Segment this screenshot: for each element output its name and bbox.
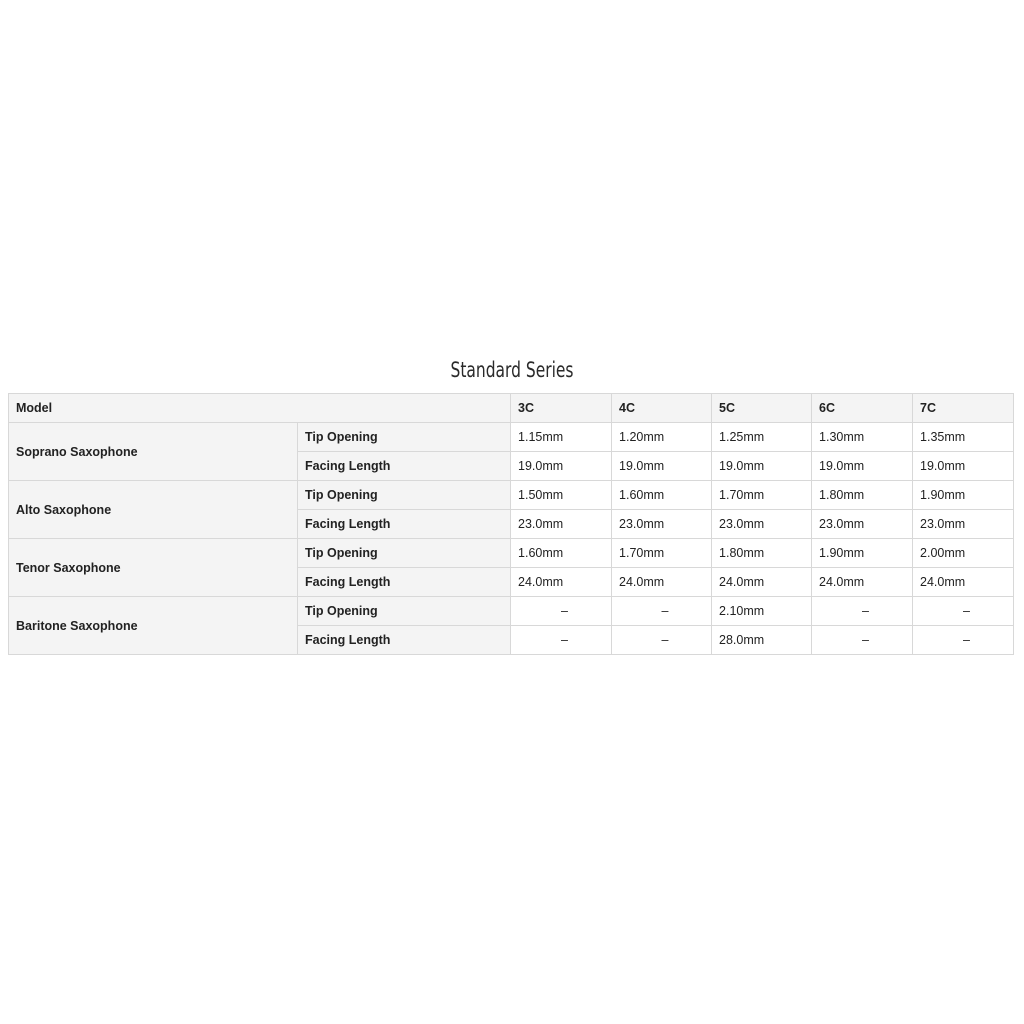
value-cell: 23.0mm <box>612 510 712 539</box>
header-col: 4C <box>612 394 712 423</box>
value-cell: 2.10mm <box>712 597 812 626</box>
value-cell: 23.0mm <box>913 510 1014 539</box>
param-label: Tip Opening <box>298 539 511 568</box>
header-row <box>9 394 1014 423</box>
param-label: Facing Length <box>298 510 511 539</box>
value-cell: 24.0mm <box>712 568 812 597</box>
value-cell: 1.80mm <box>712 539 812 568</box>
value-cell: 1.60mm <box>511 539 612 568</box>
model-name: Baritone Saxophone <box>9 597 298 655</box>
value-cell: 24.0mm <box>511 568 612 597</box>
value-cell: 23.0mm <box>812 510 913 539</box>
value-cell: 24.0mm <box>612 568 712 597</box>
value-cell: – <box>612 597 712 626</box>
model-name: Alto Saxophone <box>9 481 298 539</box>
value-cell: 24.0mm <box>913 568 1014 597</box>
param-label: Facing Length <box>298 568 511 597</box>
value-cell: – <box>511 597 612 626</box>
header-col: 5C <box>712 394 812 423</box>
value-cell: 19.0mm <box>812 452 913 481</box>
value-cell: 1.80mm <box>812 481 913 510</box>
value-cell: 1.25mm <box>712 423 812 452</box>
page-title: Standard Series <box>450 358 574 382</box>
value-cell: 1.90mm <box>913 481 1014 510</box>
param-label: Facing Length <box>298 452 511 481</box>
model-name: Soprano Saxophone <box>9 423 298 481</box>
value-cell: 1.90mm <box>812 539 913 568</box>
value-cell: 23.0mm <box>712 510 812 539</box>
value-cell: 2.00mm <box>913 539 1014 568</box>
value-cell: – <box>511 626 612 655</box>
value-cell: 24.0mm <box>812 568 913 597</box>
value-cell: 1.50mm <box>511 481 612 510</box>
value-cell: 19.0mm <box>712 452 812 481</box>
value-cell: 1.70mm <box>612 539 712 568</box>
value-cell: – <box>812 597 913 626</box>
header-col: 7C <box>913 394 1014 423</box>
table-row <box>9 597 1014 626</box>
header-col: 6C <box>812 394 913 423</box>
value-cell: 28.0mm <box>712 626 812 655</box>
param-label: Facing Length <box>298 626 511 655</box>
value-cell: 1.35mm <box>913 423 1014 452</box>
value-cell: 1.60mm <box>612 481 712 510</box>
param-label: Tip Opening <box>298 423 511 452</box>
value-cell: 19.0mm <box>612 452 712 481</box>
value-cell: 23.0mm <box>511 510 612 539</box>
table-row <box>9 539 1014 568</box>
value-cell: – <box>612 626 712 655</box>
model-name: Tenor Saxophone <box>9 539 298 597</box>
value-cell: 1.15mm <box>511 423 612 452</box>
value-cell: – <box>812 626 913 655</box>
value-cell: 19.0mm <box>913 452 1014 481</box>
value-cell: 1.30mm <box>812 423 913 452</box>
header-col: 3C <box>511 394 612 423</box>
value-cell: 1.70mm <box>712 481 812 510</box>
value-cell: 19.0mm <box>511 452 612 481</box>
param-label: Tip Opening <box>298 597 511 626</box>
value-cell: – <box>913 626 1014 655</box>
spec-table <box>8 393 1014 655</box>
value-cell: – <box>913 597 1014 626</box>
table-row <box>9 423 1014 452</box>
value-cell: 1.20mm <box>612 423 712 452</box>
param-label: Tip Opening <box>298 481 511 510</box>
table-row <box>9 481 1014 510</box>
header-model: Model <box>9 394 511 423</box>
